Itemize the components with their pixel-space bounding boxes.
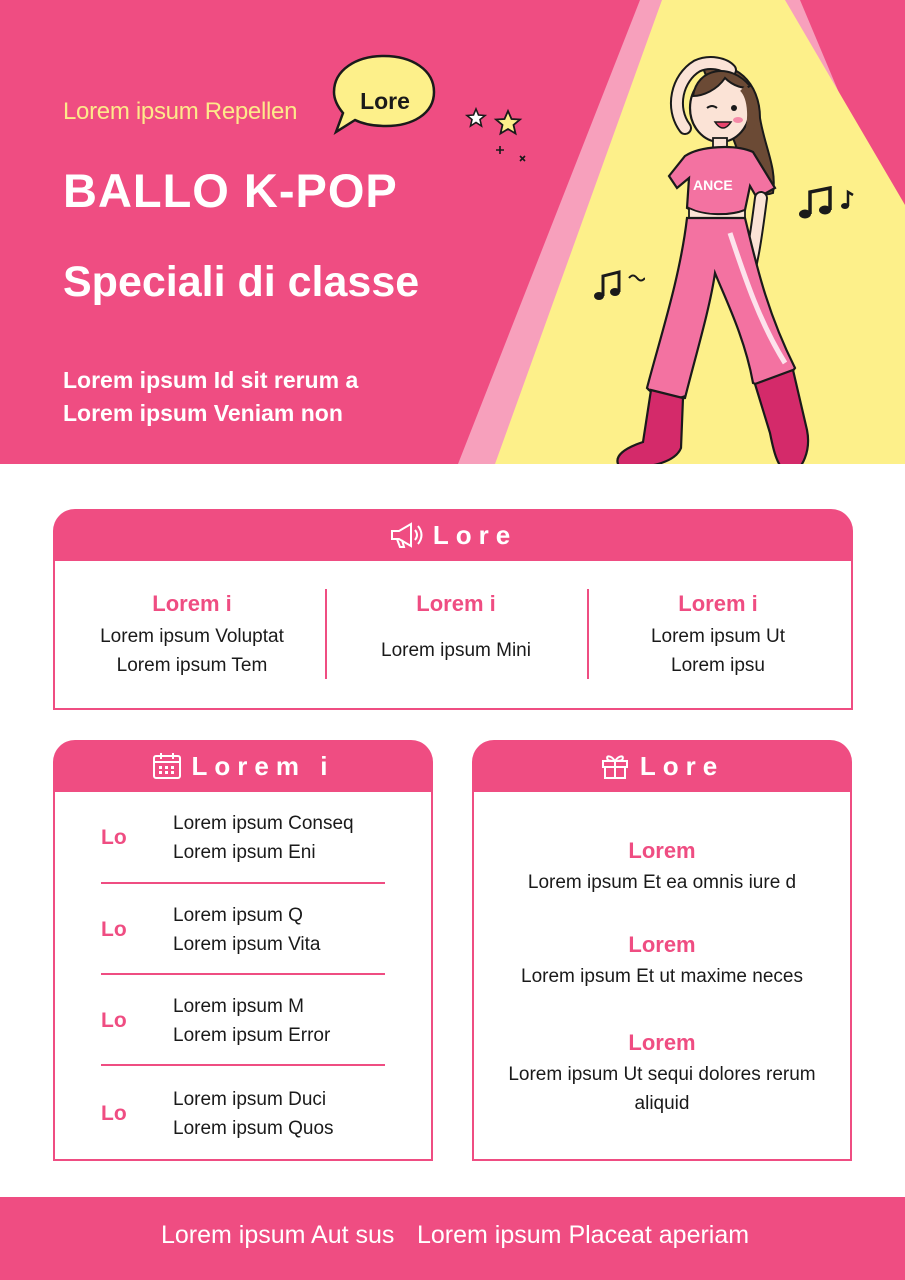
tagline: Lorem ipsum Repellen: [63, 98, 298, 125]
calendar-icon: [152, 752, 182, 780]
footer: [0, 1197, 905, 1280]
schedule-row: [101, 884, 387, 976]
info-column: [587, 561, 849, 708]
gift-item: [474, 932, 850, 991]
info-column: [325, 561, 587, 708]
info-column-line: Lorem ipsum Voluptat: [100, 626, 284, 647]
megaphone-icon: [389, 521, 423, 549]
schedule-row-line: Lorem ipsum Q: [173, 905, 303, 926]
info-column-line: Lorem ipsum Ut: [650, 626, 786, 647]
info-column-title: Lorem i: [678, 591, 758, 616]
info-card-header: [53, 509, 853, 561]
info-column: [61, 561, 323, 708]
gift-card-title: Lore: [639, 750, 725, 781]
schedule-row: [101, 975, 387, 1067]
footer-right-text: Lorem ipsum Placeat aperiam: [417, 1221, 750, 1249]
schedule-card-header: [53, 740, 433, 792]
gift-item-text: Lorem ipsum Et ut maxime neces: [521, 966, 803, 987]
schedule-row-line: Lorem ipsum Vita: [173, 934, 321, 955]
info-column-line: Lorem ipsum Tem: [116, 655, 268, 676]
gift-item-text: [474, 1060, 850, 1118]
row-divider: [101, 1064, 385, 1066]
gift-card-header: [472, 740, 852, 792]
bubble-label: Lore: [360, 88, 410, 114]
gift-item-title: Lorem: [628, 932, 696, 957]
gift-item: [474, 1030, 850, 1118]
gift-item-text: Lorem ipsum Et ea omnis iure d: [527, 872, 797, 893]
info-column-line: Lorem ipsu: [671, 655, 765, 676]
info-column-line: Lorem ipsum Mini: [381, 640, 531, 661]
dancer-illustration: [585, 38, 825, 464]
schedule-row-line: Lorem ipsum Quos: [173, 1118, 334, 1139]
gift-item-line: aliquid: [634, 1093, 690, 1114]
page-subtitle: Speciali di classe: [63, 258, 420, 306]
gift-item-line: Lorem ipsum Ut sequi dolores rerum: [508, 1064, 816, 1085]
schedule-row-label: Lo: [101, 826, 127, 849]
schedule-card-body: [53, 792, 433, 1161]
hero-banner: [0, 0, 905, 464]
schedule-card-title: Lorem i: [191, 750, 335, 781]
schedule-row-line: Lorem ipsum M: [173, 996, 304, 1017]
schedule-row-label: Lo: [101, 918, 127, 941]
gift-item-title: Lorem: [628, 1030, 696, 1055]
schedule-row-line: Lorem ipsum Eni: [173, 842, 316, 863]
schedule-row-line: Lorem ipsum Duci: [173, 1089, 327, 1110]
info-column-title: Lorem i: [152, 591, 232, 616]
schedule-row-label: Lo: [101, 1102, 127, 1125]
intro-line: Lorem ipsum Veniam non: [63, 400, 343, 426]
intro-line: Lorem ipsum Id sit rerum a: [63, 367, 359, 393]
gift-card-body: [472, 792, 852, 1161]
gift-icon: [600, 752, 630, 780]
gift-item: [474, 838, 850, 897]
schedule-row-line: Lorem ipsum Conseq: [173, 813, 354, 834]
schedule-row: [101, 792, 387, 884]
info-card-body: [53, 561, 853, 710]
schedule-row: [101, 1068, 387, 1160]
info-card-title: Lore: [432, 519, 518, 550]
svg-text:ANCE: ANCE: [693, 177, 733, 193]
intro-text: [63, 364, 358, 430]
page-title: BALLO K-POP: [63, 164, 398, 217]
footer-left-text: Lorem ipsum Aut sus: [161, 1221, 395, 1249]
info-column-title: Lorem i: [416, 591, 496, 616]
gift-item-title: Lorem: [628, 838, 696, 863]
schedule-row-line: Lorem ipsum Error: [173, 1025, 331, 1046]
schedule-row-label: Lo: [101, 1009, 127, 1032]
sparkle-stars-icon: [462, 103, 532, 165]
